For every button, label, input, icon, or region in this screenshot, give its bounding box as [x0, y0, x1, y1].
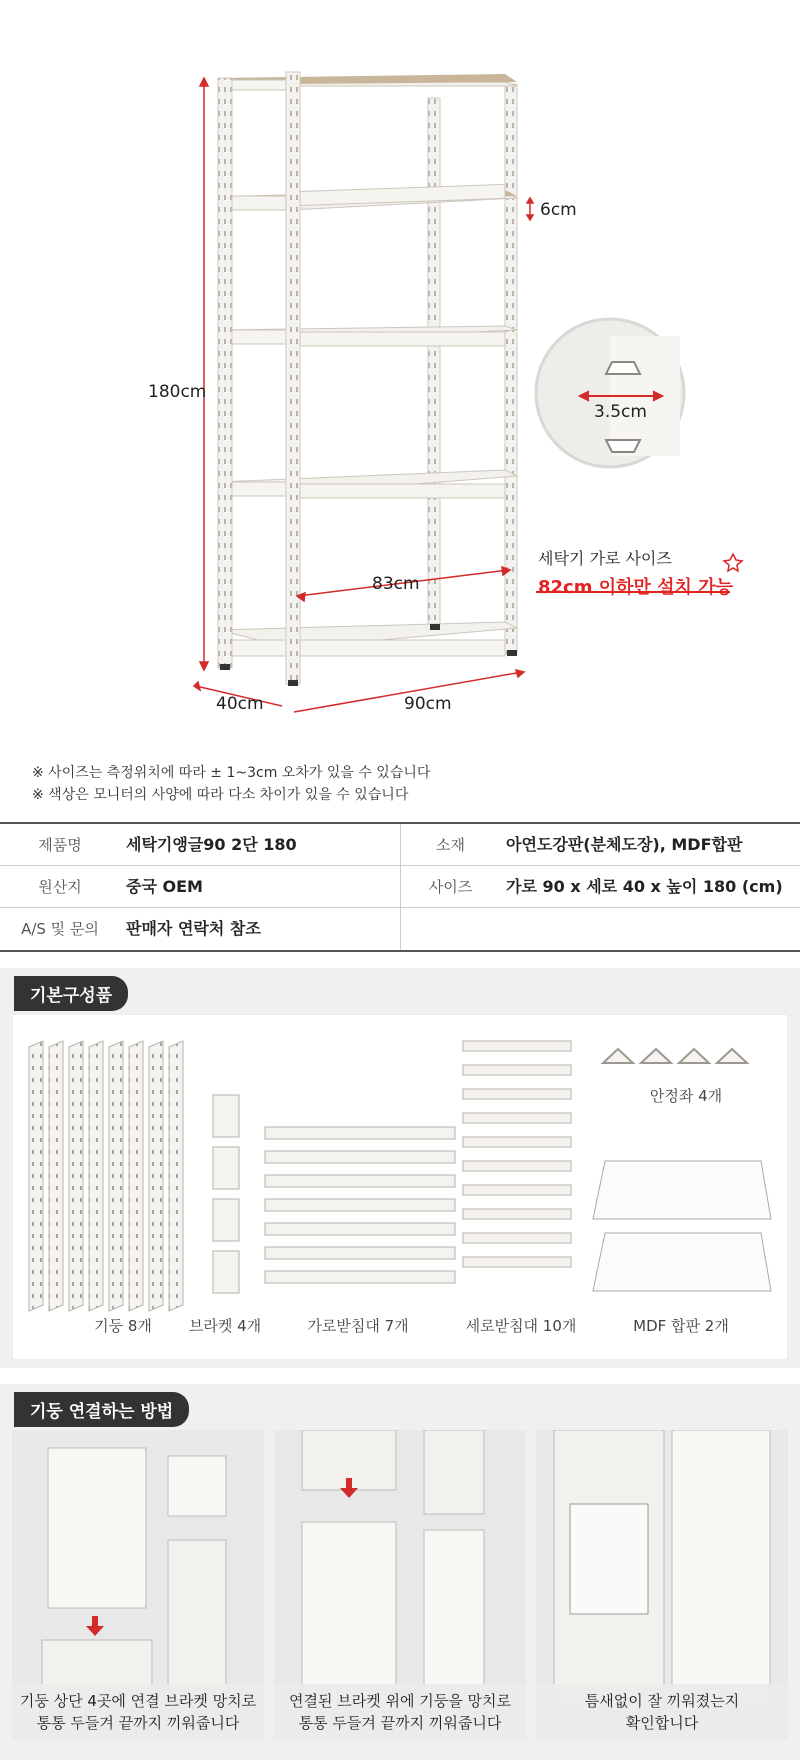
spec-value: [500, 908, 800, 950]
mdf-label: MDF 합판 2개: [633, 1317, 729, 1335]
howto-title: 기둥 연결하는 방법: [14, 1392, 189, 1427]
spec-table: [0, 822, 800, 952]
spec-value: 세탁기앵글90 2단 180: [126, 835, 297, 854]
horizontal-beam-label: 가로받침대 7개: [307, 1317, 409, 1335]
hole-spacing-label: 3.5cm: [594, 402, 647, 422]
spec-value: 중국 OEM: [126, 877, 203, 896]
spec-key: 소재: [400, 824, 500, 865]
step-caption: [274, 1684, 526, 1740]
spec-key: 원산지: [38, 878, 82, 896]
table-row: [0, 824, 800, 866]
shelf-thickness-label: 6cm: [540, 200, 577, 220]
step-caption: [536, 1684, 788, 1740]
size-tolerance-note: ※ 사이즈는 측정위치에 따라 ± 1~3cm 오차가 있을 수 있습니다: [32, 765, 431, 781]
step-caption-line1: 틈새없이 잘 끼워졌는지: [584, 1692, 740, 1710]
howto-step-1: [12, 1430, 264, 1740]
stabilizer-label: 안정좌 4개: [649, 1087, 723, 1105]
table-row: [0, 866, 800, 908]
vertical-beam-label: 세로받침대 10개: [465, 1317, 577, 1335]
step-caption-line2: 확인합니다: [625, 1714, 699, 1732]
spec-key: [400, 908, 500, 950]
step-caption: [12, 1684, 264, 1740]
depth-label: 40cm: [216, 694, 264, 714]
howto-step-3: [536, 1430, 788, 1740]
callout-line1: 세탁기 가로 사이즈: [538, 549, 672, 568]
shelf-illustration: [0, 0, 800, 720]
inner-width-label: 83cm: [372, 574, 420, 594]
height-label: 180cm: [148, 382, 207, 402]
washer-size-callout: [538, 546, 733, 599]
bracket-label: 브라켓 4개: [188, 1317, 262, 1335]
components-panel: [12, 1014, 788, 1360]
pillar-label: 기둥 8개: [94, 1317, 152, 1335]
color-difference-note: ※ 색상은 모니터의 사양에 따라 다소 차이가 있을 수 있습니다: [32, 787, 409, 803]
spec-value: 가로 90 x 세로 40 x 높이 180 (cm): [506, 877, 783, 896]
components-title: 기본구성품: [14, 976, 128, 1011]
step-caption-line2: 통통 두들겨 끝까지 끼워줍니다: [36, 1714, 240, 1732]
spec-key: 제품명: [38, 836, 82, 854]
table-row: [0, 908, 800, 950]
step-caption-line1: 연결된 브라켓 위에 기둥을 망치로: [289, 1692, 511, 1710]
components-illustration: [13, 1015, 789, 1361]
spec-key: 사이즈: [400, 866, 500, 907]
callout-line2: 82cm 이하만 설치 가능: [538, 577, 733, 598]
width-label: 90cm: [404, 694, 452, 714]
spec-value: 아연도강판(분체도장), MDF합판: [506, 835, 743, 854]
howto-step-2: [274, 1430, 526, 1740]
step-caption-line2: 통통 두들겨 끝까지 끼워줍니다: [298, 1714, 502, 1732]
spec-value: 판매자 연락처 참조: [126, 919, 261, 938]
spec-key: A/S 및 문의: [21, 920, 99, 938]
step-caption-line1: 기둥 상단 4곳에 연결 브라켓 망치로: [19, 1692, 257, 1710]
